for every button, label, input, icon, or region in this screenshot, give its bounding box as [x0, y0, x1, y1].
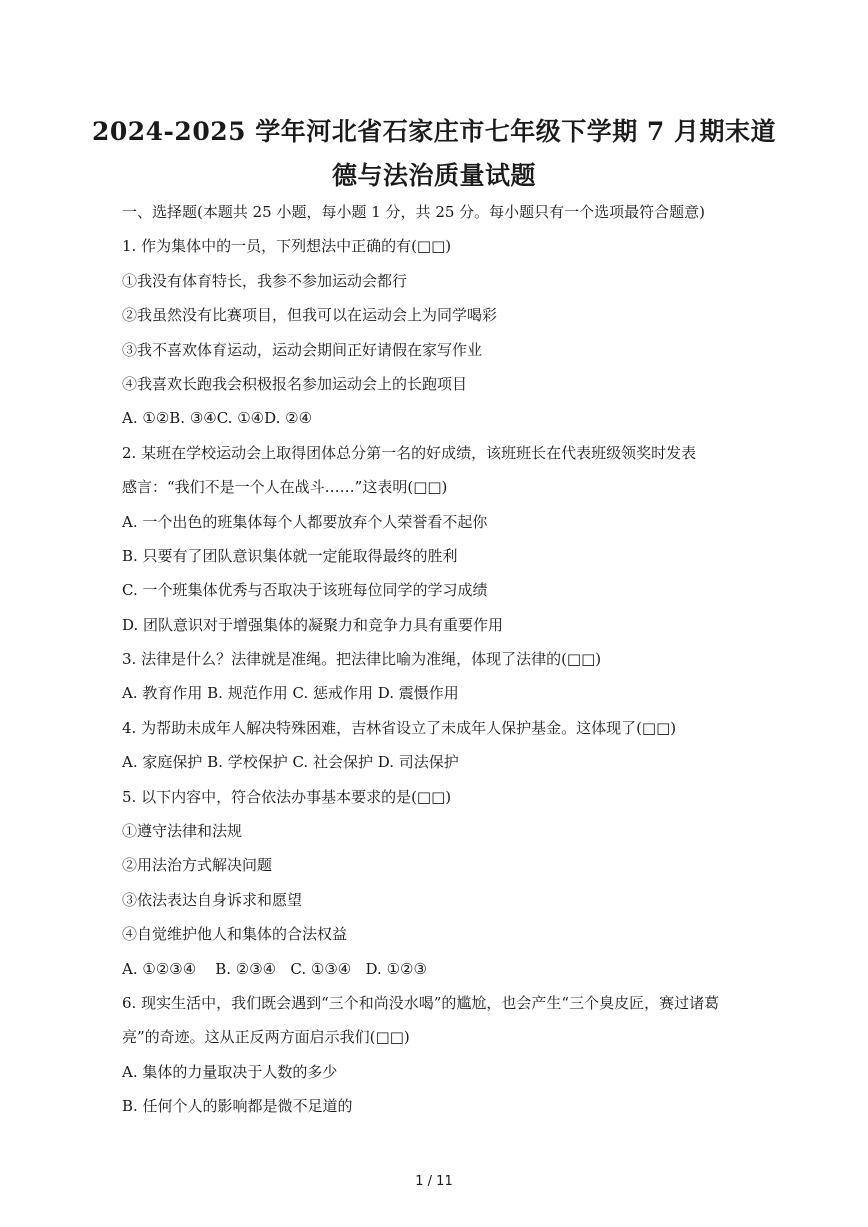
question-2: 2. 某班在学校运动会上取得团体总分第一名的好成绩，该班班长在代表班级领奖时发表 — [122, 443, 697, 462]
q2-option-c: C. 一个班集体优秀与否取决于该班每位同学的学习成绩 — [122, 581, 488, 600]
document-body — [122, 199, 752, 1128]
q5-item-3: ③依法表达自身诉求和愿望 — [122, 890, 303, 909]
q5-item-4: ④自觉维护他人和集体的合法权益 — [122, 925, 348, 944]
question-3: 3. 法律是什么？法律就是准绳。把法律比喻为准绳，体现了法律的(□□) — [122, 650, 602, 669]
q5-item-2: ②用法治方式解决问题 — [122, 856, 273, 875]
question-6-cont: 亮”的奇迹。这从正反两方面启示我们(□□) — [122, 1028, 410, 1047]
question-5: 5. 以下内容中，符合依法办事基本要求的是(□□) — [122, 787, 452, 806]
page-number: 1 / 11 — [415, 1174, 453, 1189]
q1-item-2: ②我虽然没有比赛项目，但我可以在运动会上为同学喝彩 — [122, 306, 498, 325]
q1-item-4: ④我喜欢长跑我会积极报名参加运动会上的长跑项目 — [122, 374, 468, 393]
question-6: 6. 现实生活中，我们既会遇到“三个和尚没水喝”的尴尬，也会产生“三个臭皮匠，赛过诸葛 — [122, 993, 720, 1012]
document-title-line-2: 德与法治质量试题 — [331, 161, 536, 190]
q6-option-a: A. 集体的力量取决于人数的多少 — [122, 1062, 338, 1081]
q3-options: A. 教育作用 B. 规范作用 C. 惩戒作用 D. 震慑作用 — [122, 684, 459, 703]
q2-option-d: D. 团队意识对于增强集体的凝聚力和竞争力具有重要作用 — [122, 615, 504, 634]
q1-options: A. ①②B. ③④C. ①④D. ②④ — [122, 409, 313, 428]
question-4: 4. 为帮助未成年人解决特殊困难，吉林省设立了未成年人保护基金。这体现了(□□) — [122, 718, 677, 737]
document-title-line-1: 2024-2025 学年河北省石家庄市七年级下学期 7 月期末道 — [91, 117, 777, 146]
section-heading: 一、选择题(本题共 25 小题，每小题 1 分，共 25 分。每小题只有一个选项最符合题意) — [122, 203, 706, 221]
q2-option-a: A. 一个出色的班集体每个人都要放弃个人荣誉看不起你 — [122, 512, 488, 531]
q6-option-b: B. 任何个人的影响都是微不足道的 — [122, 1097, 353, 1116]
question-2-cont: 感言：“我们不是一个人在战斗……”这表明(□□) — [122, 478, 448, 497]
q2-option-b: B. 只要有了团队意识集体就一定能取得最终的胜利 — [122, 546, 458, 565]
question-1: 1. 作为集体中的一员，下列想法中正确的有(□□) — [122, 237, 452, 256]
q1-item-3: ③我不喜欢体育运动，运动会期间正好请假在家写作业 — [122, 340, 483, 359]
q4-options: A. 家庭保护 B. 学校保护 C. 社会保护 D. 司法保护 — [122, 753, 459, 772]
q1-item-1: ①我没有体育特长，我参不参加运动会都行 — [122, 271, 408, 290]
q5-item-1: ①遵守法律和法规 — [122, 822, 243, 841]
q5-options: A. ①②③④ B. ②③④ C. ①③④ D. ①②③ — [122, 959, 427, 978]
